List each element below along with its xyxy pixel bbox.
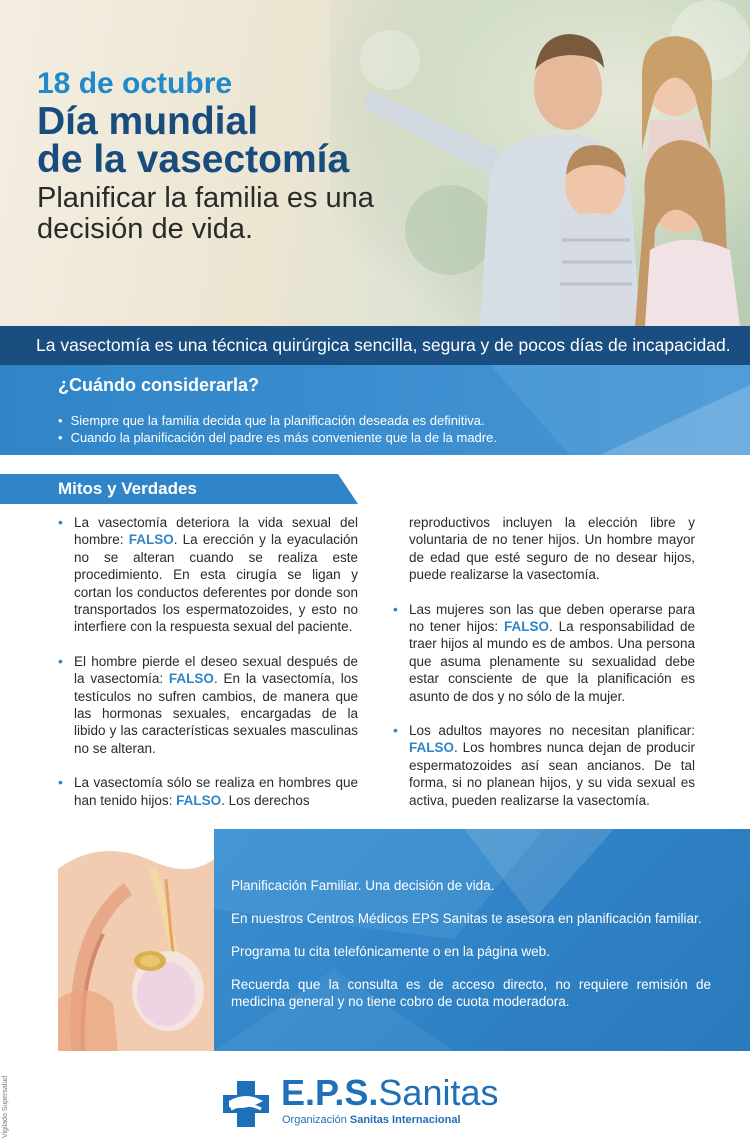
- hero-text-block: [37, 68, 374, 245]
- myth-explanation: . Los hombres nunca dejan de producir espermatozoides así sean ancianos. De tal forma, si no planean hijos, y su vida sexual es activa, pueden realizarse la vasectomía.: [409, 740, 695, 808]
- myth-statement: La vasectomía deteriora la vida sexual del hombre:: [74, 515, 358, 548]
- info-paragraph: Recuerda que la consulta es de acceso directo, no requiere remisión de medicina general y no tiene cobro de cuota moderadora.: [231, 977, 711, 1009]
- page-subtitle-line-2: decisión de vida.: [37, 213, 254, 245]
- myths-column-left: [58, 514, 358, 826]
- brand-tagline: [282, 1114, 461, 1126]
- info-paragraph: En nuestros Centros Médicos EPS Sanitas te asesora en planificación familiar.: [231, 911, 702, 926]
- page-subtitle: [37, 183, 374, 245]
- myth-explanation: . La responsabilidad de traer hijos al mundo es de ambos. Una persona que asuma plenamente su sexualidad debe estar consciente de que la planificación es asunto de dos y no sólo de la mujer.: [409, 619, 695, 704]
- section-decoration: [490, 365, 750, 455]
- anatomy-drawing: [58, 829, 214, 1051]
- bullet-icon: •: [393, 722, 398, 739]
- false-label: FALSO: [503, 619, 549, 635]
- page-title-line-1: Día mundial: [37, 100, 259, 143]
- myth-statement: El hombre pierde el deseo sexual después de la vasectomía:: [74, 653, 358, 687]
- hero-section: [0, 0, 750, 326]
- bullet-icon: •: [393, 600, 398, 617]
- bullet-icon: •: [58, 652, 63, 669]
- brand-name: [281, 1073, 498, 1113]
- page-subtitle-line-1: Planificar la familia es una: [37, 182, 374, 214]
- false-label: FALSO: [409, 740, 455, 756]
- myth-item: [58, 514, 358, 636]
- eps-sanitas-logo[interactable]: [221, 1073, 541, 1133]
- myth-item: [58, 653, 358, 757]
- when-to-consider-section: [0, 365, 750, 455]
- myths-header: [0, 474, 358, 504]
- info-text: [231, 877, 711, 1026]
- myth-statement: La vasectomía sólo se realiza en hombres que han tenido hijos:: [74, 775, 358, 808]
- myth-item: [393, 722, 695, 809]
- list-item: • Cuando la planificación del padre es más conveniente que la de la madre.: [58, 429, 497, 446]
- myth-item: [58, 774, 358, 809]
- brand-name-bold: E.P.S.: [281, 1072, 379, 1113]
- anatomy-illustration: [58, 829, 214, 1051]
- bullet-icon: •: [58, 514, 63, 530]
- false-label: FALSO: [128, 532, 174, 548]
- supervision-credit: Vigilado Supersalud: [2, 1075, 9, 1138]
- list-item: • Siempre que la familia decida que la planificación deseada es definitiva.: [58, 412, 497, 429]
- myth-explanation: . La erección y la eyaculación no se alteran cuando se realiza este procedimiento. En esta cirugía se ligan y cortan los conductos deferentes por donde son transportados los espermatozoides, y esto no interfiere con la respuesta sexual del paciente.: [74, 532, 358, 635]
- family-photo: [330, 0, 750, 326]
- myth-explanation: . En la vasectomía, los testículos no sufren cambios, de manera que las hormonas sexuales, encargadas de la libido y las características sexuales masculinas no se alteran.: [74, 671, 358, 756]
- myth-item: [393, 601, 695, 705]
- myth-statement: Las mujeres son las que deben operarse para no tener hijos:: [409, 601, 695, 635]
- brand-name-regular: Sanitas: [378, 1072, 499, 1113]
- when-to-consider-title: ¿Cuándo considerarla?: [58, 375, 260, 395]
- myth-explanation: . Los derechos: [221, 792, 310, 808]
- page-title: [37, 100, 374, 181]
- brand-tagline-bold: Sanitas Internacional: [349, 1114, 461, 1126]
- info-paragraph: Planificación Familiar. Una decisión de vida.: [231, 878, 495, 893]
- false-label: FALSO: [176, 792, 222, 808]
- info-paragraph: Programa tu cita telefónicamente o en la página web.: [231, 944, 550, 959]
- intro-banner: La vasectomía es una técnica quirúrgica sencilla, segura y de pocos días de incapacidad.: [0, 326, 750, 365]
- false-label: FALSO: [168, 671, 214, 687]
- page-title-line-2: de la vasectomía: [37, 138, 350, 181]
- when-to-consider-list: [58, 412, 497, 446]
- myth-explanation-continued: reproductivos incluyen la elección libre y voluntaria de no tener hijos. Un hombre mayor de edad que esté seguro de no desear hijos, puede realizarse la vasectomía.: [409, 515, 695, 583]
- sanitas-cross-icon: [221, 1079, 271, 1129]
- myths-title: Mitos y Verdades: [58, 479, 197, 498]
- info-panel: [214, 829, 750, 1051]
- brand-tagline-regular: Organización: [282, 1114, 350, 1126]
- myth-statement: Los adultos mayores no necesitan planificar:: [409, 723, 695, 739]
- bullet-icon: •: [58, 774, 63, 791]
- myths-column-right: [393, 514, 695, 826]
- event-date: 18 de octubre: [37, 67, 233, 100]
